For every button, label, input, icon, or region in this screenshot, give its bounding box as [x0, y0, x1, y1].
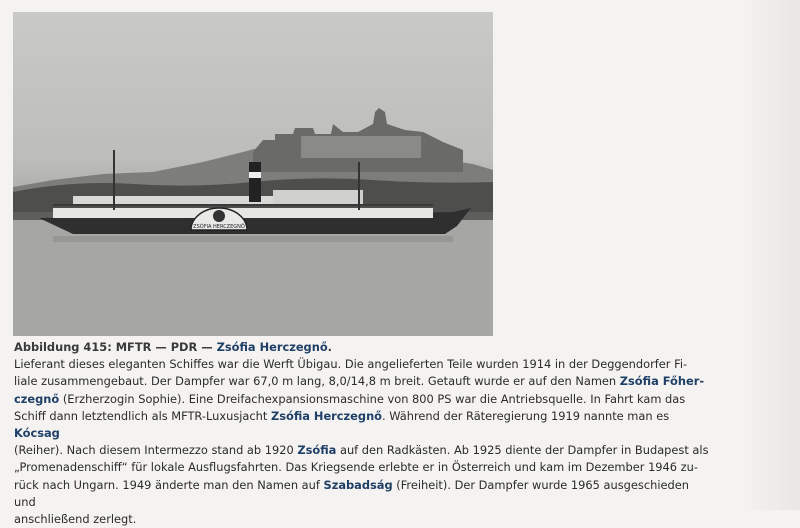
- caption-text: rück nach Ungarn. 1949 änderte man den Namen auf: [14, 477, 324, 492]
- caption-text: (Erzherzogin Sophie). Eine Dreifachexpansionsmaschine von 800 PS war die Antriebsquelle. In Fahrt kam das: [59, 391, 686, 406]
- caption-text: Schiff dann letztendlich als MFTR-Luxusjacht: [14, 408, 271, 423]
- ship-name-highlight: Kócsag: [14, 426, 60, 441]
- caption-text: Lieferant dieses eleganten Schiffes war die Werft Übigau. Die angelieferten Teile wurden 1914 in der Deggendorfer Fi-: [14, 357, 688, 372]
- page-edge-shadow: [740, 0, 800, 510]
- caption-line-8: [14, 511, 714, 528]
- paddlebox-ship-name: ZSÓFIA HERCZEGNŐ: [193, 224, 245, 230]
- caption-text: (Freiheit). Der Dampfer wurde 1965 ausgeschieden und: [14, 477, 689, 509]
- caption-line-2: [14, 373, 714, 390]
- ship-name-highlight: Zsófia Főher-: [619, 374, 705, 389]
- caption-text: . Während der Räteregierung 1919 nannte man es: [382, 408, 670, 423]
- caption-line-7: [14, 477, 714, 511]
- caption-line-3: [14, 391, 714, 408]
- caption-line-4: [14, 408, 714, 442]
- photo-scene: [13, 12, 493, 336]
- caption-text: auf den Radkästen. Ab 1925 diente der Dampfer in Budapest als: [336, 443, 709, 458]
- caption-text: (Reiher). Nach diesem Intermezzo stand ab 1920: [14, 443, 298, 458]
- caption-line-1: [14, 356, 714, 373]
- ship-name-highlight: Zsófia: [297, 443, 337, 458]
- caption-text: liale zusammengebaut. Der Dampfer war 67,0 m lang, 8,0/14,8 m breit. Getauft wurde er auf den Namen: [14, 374, 620, 389]
- caption-heading-end: .: [327, 340, 332, 354]
- ship-name-highlight: Szabadság: [323, 477, 393, 492]
- caption-text: anschließend zerlegt.: [14, 512, 137, 527]
- ship-name-highlight: czegnő: [14, 391, 60, 406]
- caption-text: „Promenadenschiff“ für lokale Ausflugsfahrten. Das Kriegsende erlebte er in Österreich und kam im Dezember 1946 zu-: [14, 460, 698, 475]
- figure-caption: [14, 339, 714, 528]
- historic-ship-photo: [13, 12, 493, 336]
- caption-line-6: [14, 459, 714, 476]
- ship-name-highlight: Zsófia Herczegnő: [270, 408, 382, 423]
- caption-line-5: [14, 442, 714, 459]
- caption-ship-name: Zsófia Herczegnő: [216, 340, 328, 354]
- caption-heading: [14, 339, 714, 356]
- caption-figure-label: Abbildung 415: MFTR — PDR —: [14, 340, 217, 354]
